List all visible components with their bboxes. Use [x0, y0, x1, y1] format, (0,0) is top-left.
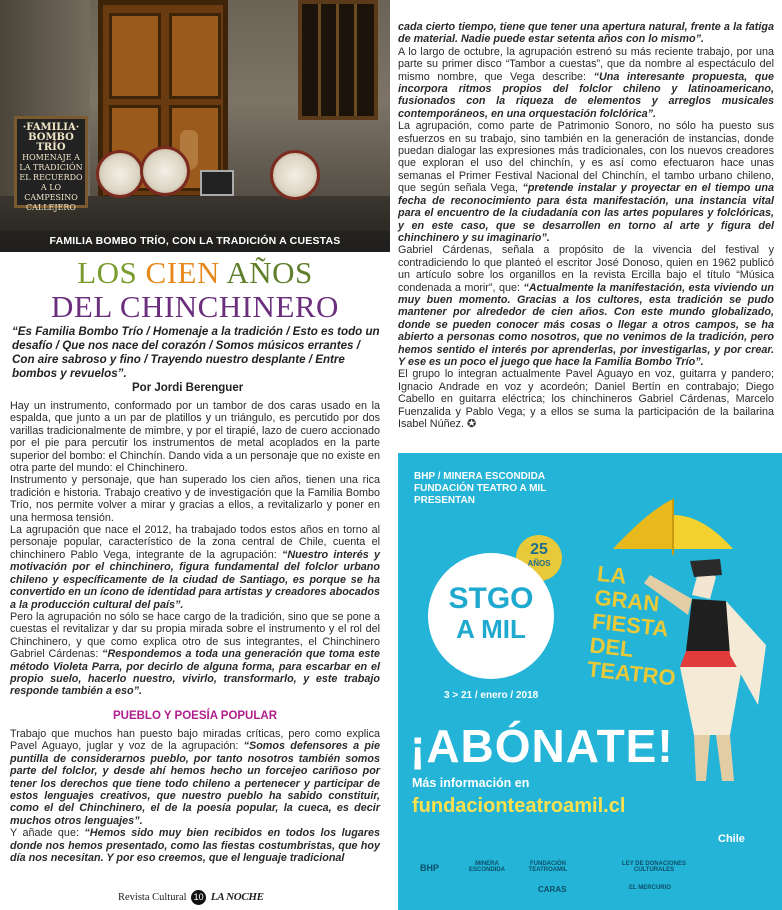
author-byline: Por Jordi Berenguer	[132, 382, 244, 394]
sponsor-logo: CARAS	[538, 885, 567, 894]
end-mark-icon: ✪	[467, 418, 477, 430]
article-column-left	[10, 400, 380, 698]
festival-dates: 3 > 21 / enero / 2018	[444, 690, 539, 701]
festival-title-word: LA	[595, 560, 628, 589]
paragraph	[398, 120, 774, 244]
paragraph-text: El grupo lo integran actualmente Pavel Aguayo en voz, guitarra y pandero; Ignacio Andrade en voz y acordeón; Daniel Bertín en contrabajo; Diego Cabello en guitarra eléctrica; los chinchineros Gabriel Cárdenas, Marcelo Fuenzalida y Pablo Vega; y a ellos se suma la participación de la bailarina Isabel Núñez.	[398, 368, 774, 430]
paragraph	[398, 21, 774, 46]
paragraph-text: La agrupación, como parte de Patrimonio Sonoro, no sólo ha puesto sus esfuerzos en su trabajo, sino también en la generación de instancias, donde puedan dialogar las expresiones más tradicionales, con los nuevos creadores que exploran el uso del chinchín, y es así como efectuaron hace unas semanas el Primer Festival Nacional del Chinchín, el tambo urbano chileno, que según señala Vega,	[398, 120, 774, 195]
chile-logo: Chile	[718, 833, 745, 845]
quote: “Una interesante propuesta, que incorpora ritmos propios del folclor chileno y latinoamericano, fusionados con la riqueza de elementos y arreglos musicales contemporáneos, en una orquestación folclórica”.	[398, 70, 775, 120]
drum-illustration	[270, 150, 320, 200]
paragraph	[10, 827, 380, 864]
paragraph	[398, 46, 774, 120]
sponsor-line: FUNDACIÓN TEATRO A MIL	[414, 483, 547, 494]
headline-line-2	[0, 290, 390, 324]
article-column-left-bottom	[10, 728, 380, 864]
sign-line: A LO CAMPESINO	[24, 183, 78, 202]
drum-illustration	[96, 150, 144, 198]
headline-word: CHINCHINERO	[119, 289, 339, 324]
sponsor-line: PRESENTAN	[414, 495, 475, 506]
photo-caption: FAMILIA BOMBO TRÍO, CON LA TRADICIÓN A CUESTAS	[0, 231, 390, 251]
paragraph-text: Pero la agrupación no sólo se hace cargo de la tradición, sino que se pone a cuestas el revitalizar y dar su propia mirada sobre el instrumento y el rol del Chinchinero, y que como explica otro de sus integrantes, el Chinchinero Gabriel Cárdenas:	[10, 610, 380, 661]
paragraph-text: La agrupación que nace el 2012, ha trabajado todos estos años en torno al personaje popular, característico de la zona central de Chile, cuenta el chinchinero Pablo Vega, integrante de la agrupación:	[10, 524, 380, 561]
cta-heading: ¡ABÓNATE!	[410, 720, 674, 772]
paragraph-text: Y añade que:	[10, 827, 85, 840]
paragraph-text: Gabriel Cárdenas, señala a propósito de la vivencia del festival y contradiciendo lo que planteó el escritor José Donoso, quien en 1962 publicó un artículo sobre los organillos en la revista Ercilla bajo el título “Música condenada a morir”, que:	[398, 244, 774, 294]
sponsor-logo: EL MERCURIO	[629, 885, 671, 891]
paragraph	[398, 244, 774, 368]
paragraph	[10, 524, 380, 611]
sign-line: HOMENAJE A	[22, 153, 80, 162]
paragraph	[10, 611, 380, 698]
paragraph-text: A lo largo de octubre, la agrupación estrenó su más reciente trabajo, por una parte su primer disco “Tambor a cuestas”, que da nombre al espectáculo del mismo nombre, que Vega describe:	[398, 45, 774, 83]
sign-line: ·FAMILIA·	[22, 122, 80, 133]
sponsor-logo: LEY DE DONACIONES CULTURALES	[622, 861, 686, 873]
quote: “pretende instalar y proyectar en el tiempo una fecha de reconocimiento para ésta manifestación, una instancia vital para el encuentro de la ciudadanía con las artes populares y folclóricas, y en este caso, que se desarrollen en torno al arte y figura del chinchinero y su imaginario”.	[398, 182, 774, 244]
sponsor-logo: FUNDACIÓN TEATROAMIL	[528, 861, 568, 873]
band-sign	[14, 116, 88, 212]
sponsor-logo: MINERA ESCONDIDA	[468, 861, 505, 873]
festival-title-word: GRAN	[593, 584, 661, 617]
umbrella-icon	[608, 491, 738, 555]
footer-brand: LA NOCHE	[210, 891, 264, 903]
lead-verse: “Es Familia Bombo Trío / Homenaje a la tradición / Esto es todo un desafío / Que nos nace del corazón / Somos músicos errantes / Con aire sabroso y fino / Trayendo nuestro desplante / Entre bombos y revuelos”.	[12, 325, 380, 380]
theatre-festival-ad[interactable]	[398, 453, 782, 910]
sponsor-line: BHP / MINERA ESCONDIDA	[414, 471, 546, 482]
sign-line: EL RECUERDO	[19, 173, 83, 182]
page-number: 10	[191, 890, 206, 905]
headline-word: DEL	[51, 289, 112, 324]
sign-line: CALLEJERO	[26, 203, 76, 212]
sign-line: LA TRADICIÓN	[19, 163, 83, 172]
headline-word: CIEN	[145, 255, 220, 290]
quote: “Hemos sido muy bien recibidos en todos los lugares donde nos hemos presentado, como las fiestas costumbristas, que hoy día nos necesitan. Y por eso creemos, que el lenguaje tradicional	[10, 827, 380, 865]
sponsor-logo: BHP	[420, 863, 440, 873]
headline-line-1	[0, 256, 390, 290]
stgo-a-mil-logo	[428, 553, 554, 679]
subheading: PUEBLO Y POESÍA POPULAR	[112, 710, 277, 722]
badge-number: 25	[530, 541, 548, 558]
paragraph-text: Trabajo que muchos han puesto bajo miradas críticas, pero como explica Pavel Aguayo, juglar y voz de la agrupación:	[10, 728, 380, 753]
ad-sponsors	[414, 471, 546, 507]
festival-title-word: DEL	[588, 632, 635, 662]
photo-window	[298, 0, 378, 120]
page-footer	[118, 890, 264, 905]
sign-line: BOMBO TRÍO	[28, 132, 74, 153]
festival-title-word: TEATRO	[585, 656, 677, 691]
footer-label: Revista Cultural	[118, 892, 187, 903]
drum-illustration	[140, 146, 190, 196]
badge-text: AÑOS	[527, 559, 551, 568]
festival-title-word: FIESTA	[590, 608, 670, 642]
quote: “Nuestro interés y motivación por el chinchinero, figura fundamental del folclor urbano chileno y específicamente de la ciudad de Santiago, es porque se ha convertido en un ícono de identidad para artistas y creadores abocados a la producción cultural del país”.	[10, 548, 381, 611]
logo-line: STGO	[448, 582, 534, 615]
paragraph: Instrumento y personaje, que han superado los cien años, tienen una rica tradición e historia. Trabajo creativo y de investigación que la Familia Bombo Trío, nos permite volver a mirar y gracias a ellos, a revitalizarlo y poner en una hermosa tensión.	[10, 474, 380, 524]
headline-word: LOS	[77, 255, 138, 290]
headline-word: AÑOS	[226, 255, 313, 290]
more-info-text: Más información en	[412, 776, 530, 790]
paragraph	[10, 728, 380, 827]
paragraph	[398, 368, 774, 430]
accordion-illustration	[200, 170, 234, 196]
quote: “Respondemos a toda una generación que toma este método Violeta Parra, por decirlo de alguna forma, para escarbar en el propio suelo, hacerlo nuestro, vivirlo, transformarlo, y este trabajo responde también a eso”.	[10, 648, 380, 698]
article-column-right	[398, 21, 774, 430]
band-photo	[0, 0, 390, 252]
sponsor-logos	[398, 851, 782, 910]
logo-line: A MIL	[456, 614, 526, 644]
paragraph: Hay un instrumento, conformado por un tambor de dos caras usado en la espalda, que junto a un par de platillos y un triángulo, es percutido por dos varillas tradicionalmente de mimbre, y por el tirapié, lazo de cuero accionado por el pie para percutir los instrumentos de metal acoplados en la parte superior del bombo: el Chinchín. Dando vida a un personaje que no existe en otra parte del mundo: el Chinchinero.	[10, 400, 380, 475]
quote: “Actualmente la manifestación, esta viviendo un muy buen momento. Gracias a los cultores, esta tradición se pudo mantener por alrededor de cien años. Con este mundo globalizado, donde se pueden conocer más cosas o llegar a otros campos, se ha abierto a personas como nosotros, que no venimos de la tradición, pero hemos sentido el interés por aprenderlas, por investigarlas, y por crear. Y ese es un poco el juego que hace la Familia Bombo Trío”.	[398, 281, 774, 368]
website-link[interactable]: fundacionteatroamil.cl	[412, 795, 626, 817]
quote: “Somos defensores a pie puntilla de considerarnos pueblo, por tanto nosotros también somos parte del folclor, y desde ahí hemos hecho un forcejeo cariñoso por tener los derechos que tiene todo chileno a pertenecer y participar de estos lenguajes creativos, que nuestro pueblo ha sabido constituir, como el del Chinchinero, el de la poesía popular, la cueca, es decir muchos otros lenguajes”.	[10, 740, 380, 827]
quote: cada cierto tiempo, tiene que tener una apertura natural, frente a la fatiga de material. Nadie puede estar setenta años con lo mismo”.	[398, 21, 774, 46]
